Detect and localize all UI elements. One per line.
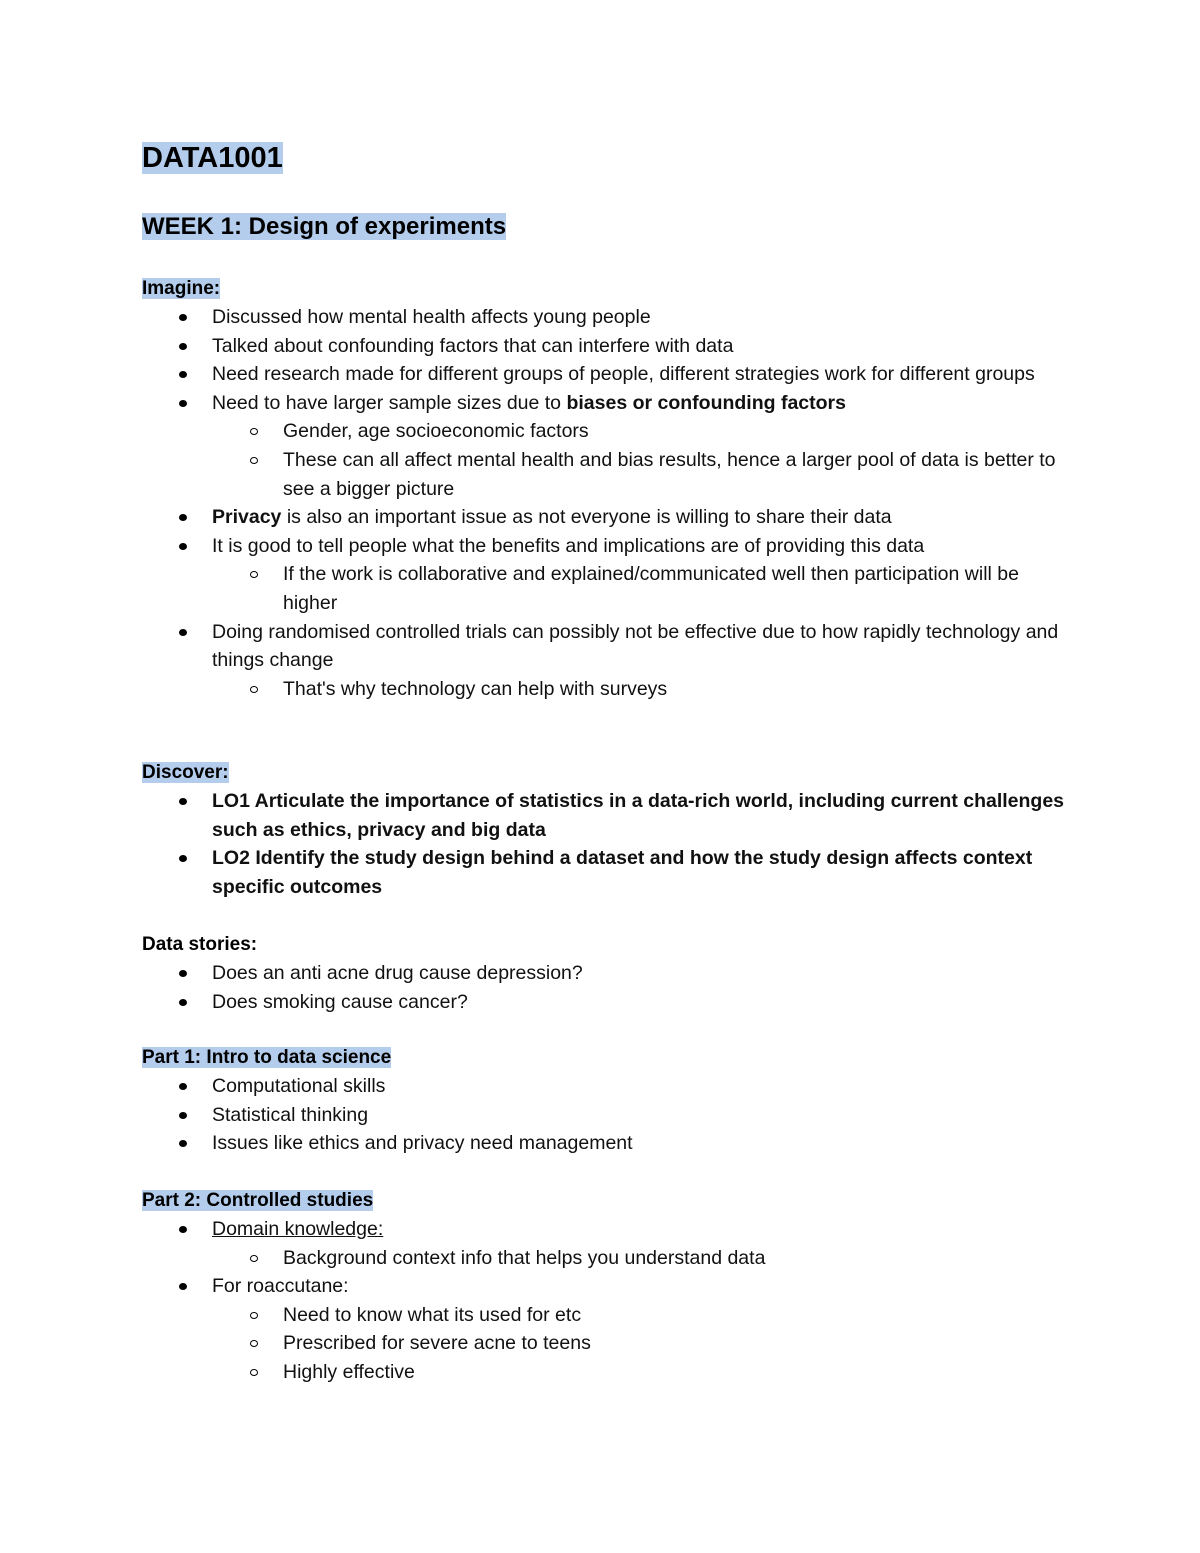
document-title-text: DATA1001: [142, 142, 283, 174]
emphasis-text: Privacy: [212, 506, 282, 529]
section-heading: [142, 759, 1072, 787]
list-item: Does an anti acne drug cause depression?: [142, 959, 1072, 988]
section-heading: [142, 275, 1072, 303]
list-item: [142, 503, 1072, 532]
discover-list: [142, 787, 1072, 901]
list-item: For roaccutane:: [142, 1272, 1072, 1301]
list-item: Computational skills: [142, 1072, 1072, 1101]
list-item: LO2 Identify the study design behind a dataset and how the study design affects context specific outcomes: [142, 844, 1072, 901]
part1-heading: Part 1: Intro to data science: [142, 1047, 392, 1068]
part2-section: [142, 1187, 1072, 1387]
sub-list-item: Prescribed for severe acne to teens: [142, 1329, 1072, 1358]
part1-section: [142, 1044, 1072, 1158]
data-stories-section: [142, 931, 1072, 1016]
list-item: Doing randomised controlled trials can possibly not be effective due to how rapidly technology and things change: [142, 618, 1072, 675]
imagine-list: [142, 303, 1072, 703]
part2-heading: Part 2: Controlled studies: [142, 1190, 374, 1211]
part2-list: [142, 1215, 1072, 1387]
data-stories-list: [142, 959, 1072, 1016]
list-item-text: Need to have larger sample sizes due to: [212, 391, 567, 414]
list-item: [142, 389, 1072, 418]
list-item: LO1 Articulate the importance of statistics in a data-rich world, including current challenges such as ethics, privacy and big data: [142, 787, 1072, 844]
sub-list-item: If the work is collaborative and explained/communicated well then participation will be higher: [142, 560, 1072, 617]
sub-list-item: Gender, age socioeconomic factors: [142, 417, 1072, 446]
discover-section: [142, 759, 1072, 901]
list-item: It is good to tell people what the benefits and implications are of providing this data: [142, 532, 1072, 561]
week-title-text: WEEK 1: Design of experiments: [142, 213, 507, 240]
imagine-section: [142, 275, 1072, 703]
list-item: Discussed how mental health affects young people: [142, 303, 1072, 332]
underlined-text: Domain knowledge:: [212, 1218, 384, 1240]
list-item: Does smoking cause cancer?: [142, 988, 1072, 1017]
list-item: Issues like ethics and privacy need management: [142, 1129, 1072, 1158]
week-title: [142, 211, 506, 243]
part1-list: [142, 1072, 1072, 1158]
list-item: [142, 1215, 1072, 1244]
list-item: Need research made for different groups of people, different strategies work for different groups: [142, 360, 1072, 389]
list-item: Statistical thinking: [142, 1101, 1072, 1130]
emphasis-text: biases or confounding factors: [566, 391, 846, 414]
document-title: [142, 140, 283, 176]
section-heading: [142, 1187, 1072, 1215]
imagine-heading: Imagine:: [142, 278, 221, 299]
sub-list-item: Highly effective: [142, 1358, 1072, 1387]
sub-list-item: These can all affect mental health and bias results, hence a larger pool of data is better to see a bigger picture: [142, 446, 1072, 503]
list-item: Talked about confounding factors that can interfere with data: [142, 332, 1072, 361]
sub-list-item: Need to know what its used for etc: [142, 1301, 1072, 1330]
sub-list-item: Background context info that helps you understand data: [142, 1244, 1072, 1273]
section-heading: [142, 931, 1072, 959]
discover-heading: Discover:: [142, 762, 229, 783]
data-stories-heading: Data stories:: [142, 934, 258, 955]
sub-list-item: That's why technology can help with surveys: [142, 675, 1072, 704]
section-heading: [142, 1044, 1072, 1072]
list-item-text: is also an important issue as not everyone is willing to share their data: [281, 506, 892, 529]
